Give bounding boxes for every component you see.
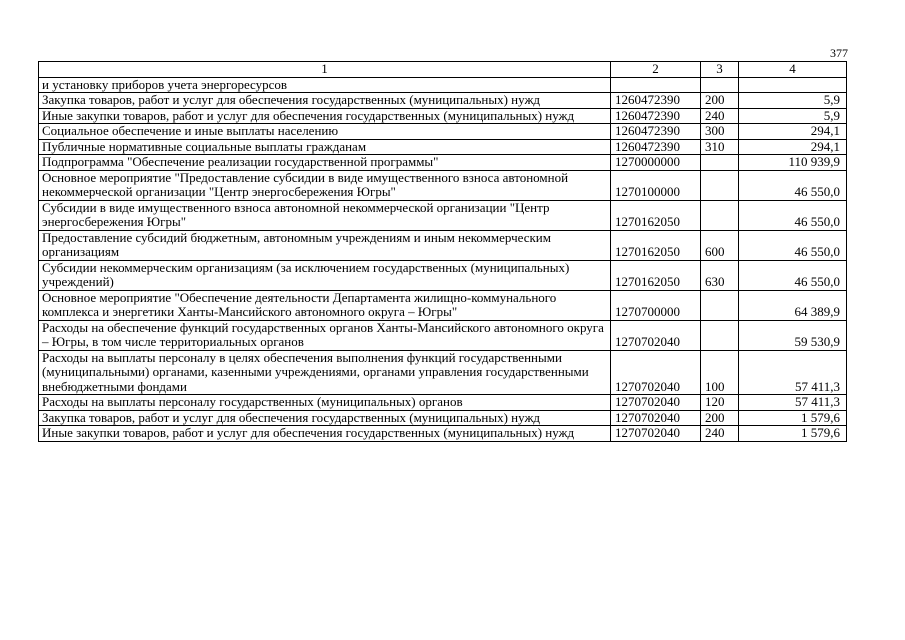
table-row (39, 108, 847, 124)
row-expense-type: 240 (701, 108, 739, 124)
table-row (39, 426, 847, 442)
row-description: Иные закупки товаров, работ и услуг для обеспечения государственных (муниципальных) нужд (39, 426, 611, 442)
header-row (39, 62, 847, 78)
row-amount (739, 77, 847, 93)
row-target-code: 1270700000 (611, 290, 701, 320)
budget-table (38, 61, 847, 442)
table-row (39, 124, 847, 140)
row-amount: 57 411,3 (739, 395, 847, 411)
row-expense-type (701, 200, 739, 230)
row-amount: 46 550,0 (739, 260, 847, 290)
row-amount: 46 550,0 (739, 170, 847, 200)
column-header-1: 1 (39, 62, 611, 78)
row-target-code: 1270702040 (611, 350, 701, 395)
row-description: Закупка товаров, работ и услуг для обеспечения государственных (муниципальных) нужд (39, 410, 611, 426)
row-amount: 46 550,0 (739, 200, 847, 230)
row-amount: 57 411,3 (739, 350, 847, 395)
row-expense-type: 200 (701, 410, 739, 426)
row-target-code: 1270162050 (611, 260, 701, 290)
row-description: Предоставление субсидий бюджетным, автономным учреждениям и иным некоммерческим организациям (39, 230, 611, 260)
table-row (39, 93, 847, 109)
column-header-3: 3 (701, 62, 739, 78)
table-row (39, 170, 847, 200)
row-amount: 1 579,6 (739, 410, 847, 426)
table-row (39, 230, 847, 260)
row-target-code: 1270702040 (611, 395, 701, 411)
row-expense-type (701, 170, 739, 200)
row-amount: 110 939,9 (739, 155, 847, 171)
row-target-code: 1260472390 (611, 124, 701, 140)
row-description: Субсидии некоммерческим организациям (за исключением государственных (муниципальных) учреждений) (39, 260, 611, 290)
table-row (39, 350, 847, 395)
row-expense-type: 310 (701, 139, 739, 155)
row-amount: 46 550,0 (739, 230, 847, 260)
row-description: Основное мероприятие "Обеспечение деятельности Департамента жилищно-коммунального комплекса и энергетики Ханты-Мансийского автономного округа – Югры" (39, 290, 611, 320)
page-number: 377 (830, 46, 848, 60)
row-description: Подпрограмма "Обеспечение реализации государственной программы" (39, 155, 611, 171)
row-target-code: 1270162050 (611, 200, 701, 230)
column-header-4: 4 (739, 62, 847, 78)
row-description: и установку приборов учета энергоресурсов (39, 77, 611, 93)
row-description: Расходы на обеспечение функций государственных органов Ханты-Мансийского автономного округа – Югры, в том числе территориальных органов (39, 320, 611, 350)
row-description: Иные закупки товаров, работ и услуг для обеспечения государственных (муниципальных) нужд (39, 108, 611, 124)
row-expense-type (701, 290, 739, 320)
row-amount: 294,1 (739, 124, 847, 140)
table-row (39, 260, 847, 290)
table-row (39, 320, 847, 350)
row-expense-type: 240 (701, 426, 739, 442)
row-expense-type: 120 (701, 395, 739, 411)
row-amount: 5,9 (739, 93, 847, 109)
table-row (39, 139, 847, 155)
row-expense-type: 600 (701, 230, 739, 260)
table-row (39, 395, 847, 411)
column-header-2: 2 (611, 62, 701, 78)
row-expense-type (701, 77, 739, 93)
row-description: Основное мероприятие "Предоставление субсидии в виде имущественного взноса автономной некоммерческой организации "Центр энергосбережения Югры" (39, 170, 611, 200)
row-description: Расходы на выплаты персоналу государственных (муниципальных) органов (39, 395, 611, 411)
row-target-code: 1260472390 (611, 93, 701, 109)
row-target-code: 1270000000 (611, 155, 701, 171)
row-amount: 5,9 (739, 108, 847, 124)
row-expense-type: 200 (701, 93, 739, 109)
row-amount: 294,1 (739, 139, 847, 155)
row-description: Субсидии в виде имущественного взноса автономной некоммерческой организации "Центр энергосбережения Югры" (39, 200, 611, 230)
row-target-code: 1270100000 (611, 170, 701, 200)
row-amount: 59 530,9 (739, 320, 847, 350)
row-target-code: 1270702040 (611, 410, 701, 426)
row-expense-type: 100 (701, 350, 739, 395)
table-row (39, 410, 847, 426)
row-target-code (611, 77, 701, 93)
table-row (39, 200, 847, 230)
row-expense-type: 630 (701, 260, 739, 290)
row-description: Публичные нормативные социальные выплаты гражданам (39, 139, 611, 155)
row-expense-type (701, 155, 739, 171)
row-expense-type (701, 320, 739, 350)
row-expense-type: 300 (701, 124, 739, 140)
row-target-code: 1260472390 (611, 108, 701, 124)
row-description: Социальное обеспечение и иные выплаты населению (39, 124, 611, 140)
row-amount: 1 579,6 (739, 426, 847, 442)
table-row (39, 77, 847, 93)
table-row (39, 155, 847, 171)
row-target-code: 1260472390 (611, 139, 701, 155)
table-row (39, 290, 847, 320)
row-description: Расходы на выплаты персоналу в целях обеспечения выполнения функций государственными (муниципальными) органами, казенными учреждениями, органами управления государственными внебюджетными фондами (39, 350, 611, 395)
row-target-code: 1270702040 (611, 426, 701, 442)
row-target-code: 1270702040 (611, 320, 701, 350)
row-description: Закупка товаров, работ и услуг для обеспечения государственных (муниципальных) нужд (39, 93, 611, 109)
row-amount: 64 389,9 (739, 290, 847, 320)
row-target-code: 1270162050 (611, 230, 701, 260)
